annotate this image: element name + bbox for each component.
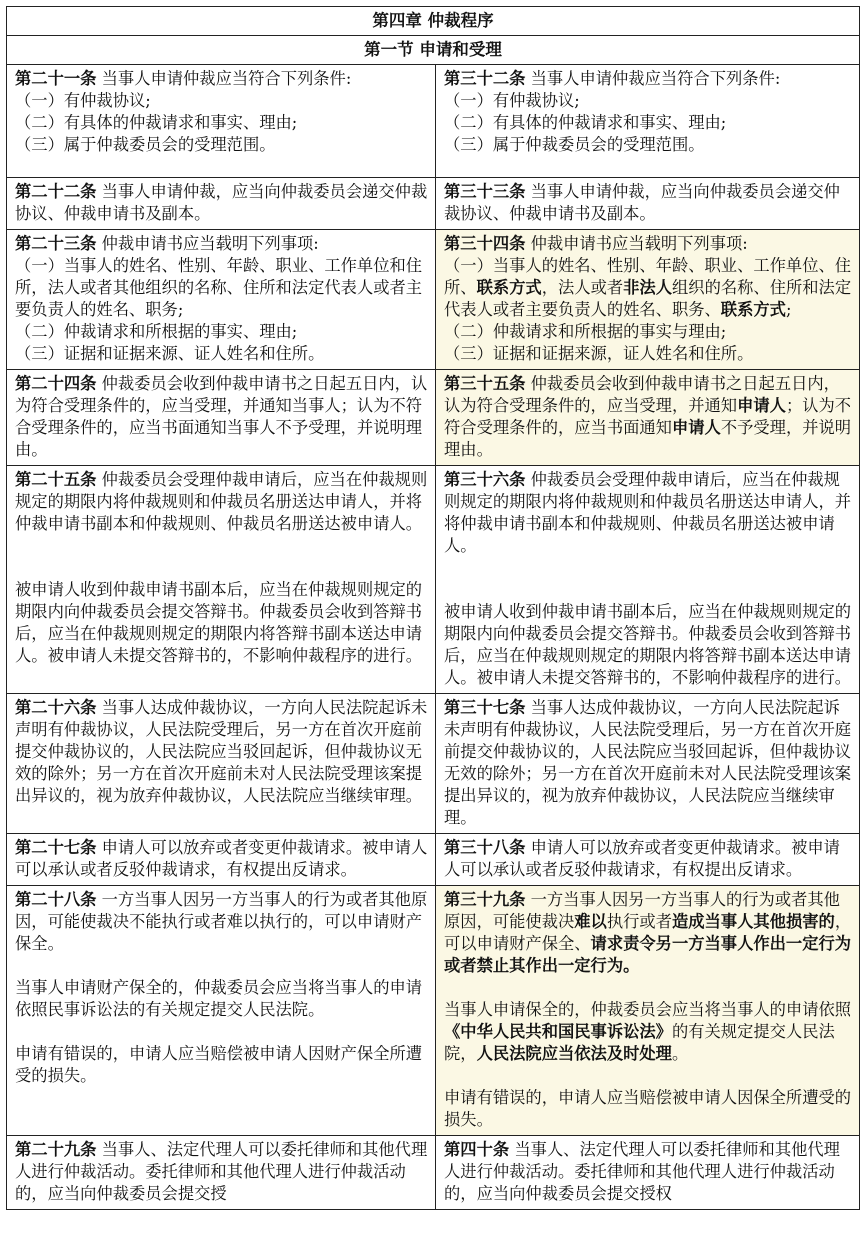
new-article-cell (436, 834, 860, 886)
amended-text: 非法人 (623, 278, 672, 297)
list-item: （二）有具体的仲裁请求和事实、理由; (444, 113, 727, 132)
article-number: 第二十九条 (15, 1140, 97, 1159)
article-text: 仲裁委员会收到仲裁申请书之日起五日内，认为符合受理条件的，应当受理，并通知当事人；认为不符合受理条件的，应当书面通知当事人不予受理，并说明理由。 (15, 374, 428, 459)
list-item: （一）当事人的姓名、性别、年龄、职业、工作单位和住所，法人或者其他组织的名称、住所和法定代表人或者主要负责人的姓名、职务; (15, 256, 423, 319)
article-text: 一方当事人因另一方当事人的行为或者其他原因，可能使裁决不能执行或者难以执行的，可以申请财产保全。 (15, 890, 428, 953)
list-item: （二）仲裁请求和所根据的事实与理由; (444, 322, 727, 341)
article-text: 仲裁申请书应当载明下列事项: (525, 234, 748, 253)
article-number: 第三十五条 (444, 374, 526, 393)
new-article-cell (436, 65, 860, 178)
article-text: 当事人申请仲裁，应当向仲裁委员会递交仲裁协议、仲裁申请书及副本。 (444, 182, 840, 223)
amended-text: 造成当事人其他损害的 (671, 912, 835, 931)
table-row (7, 886, 860, 1136)
article-paragraph: 被申请人收到仲裁申请书副本后，应当在仲裁规则规定的期限内向仲裁委员会提交答辩书。仲裁委员会收到答辩书后，应当在仲裁规则规定的期限内将答辩书副本送达申请人。被申请人未提交答辩书的，不影响仲裁程序的进行。 (444, 602, 852, 687)
article-text: 当事人申请仲裁应当符合下列条件: (525, 69, 781, 88)
article-paragraph: 申请有错误的，申请人应当赔偿被申请人因保全所遭受的损失。 (444, 1088, 852, 1129)
article-text: 当事人、法定代理人可以委托律师和其他代理人进行仲裁活动。委托律师和其他代理人进行仲裁活动的，应当向仲裁委员会提交授 (15, 1140, 428, 1203)
list-item: （二）有具体的仲裁请求和事实、理由; (15, 113, 298, 132)
table-row (7, 466, 860, 694)
article-number: 第三十四条 (444, 234, 526, 253)
new-article-cell: 第三十五条 仲裁委员会收到仲裁申请书之日起五日内，认为符合受理条件的，应当受理，并通知申请人；认为不符合受理条件的，应当书面通知申请人不予受理，并说明理由。 (436, 370, 860, 466)
article-paragraph: 被申请人收到仲裁申请书副本后，应当在仲裁规则规定的期限内向仲裁委员会提交答辩书。仲裁委员会收到答辩书后，应当在仲裁规则规定的期限内将答辩书副本送达申请人。被申请人未提交答辩书的，不影响仲裁程序的进行。 (15, 580, 423, 665)
table-row (7, 370, 860, 466)
article-text: 仲裁委员会受理仲裁申请后，应当在仲裁规则规定的期限内将仲裁规则和仲裁员名册送达申请人，并将仲裁申请书副本和仲裁规则、仲裁员名册送达被申请人。 (444, 470, 852, 555)
chapter-row (7, 7, 860, 36)
article-number: 第二十一条 (15, 69, 97, 88)
old-article-cell (7, 694, 436, 834)
chapter-title: 第四章 仲裁程序 (7, 7, 860, 36)
old-article-cell (7, 886, 436, 1136)
list-item: （三）证据和证据来源、证人姓名和住所。 (15, 344, 325, 363)
new-article-cell (436, 230, 860, 370)
article-number: 第三十六条 (444, 470, 526, 489)
amended-text: 申请人 (671, 418, 721, 437)
article-number: 第二十六条 (15, 698, 97, 717)
new-article-cell (436, 178, 860, 230)
amended-text: 联系方式 (476, 278, 542, 297)
article-text: 当事人达成仲裁协议，一方向人民法院起诉未声明有仲裁协议，人民法院受理后，另一方在首次开庭前提交仲裁协议的，人民法院应当驳回起诉，但仲裁协议无效的除外；另一方在首次开庭前未对人民法院受理该案提出异议的，视为放弃仲裁协议，人民法院应当继续审理。 (444, 698, 852, 827)
article-number: 第三十二条 (444, 69, 526, 88)
table-row (7, 694, 860, 834)
amended-text: 人民法院应当依法及时处理 (476, 1044, 672, 1063)
article-text: 当事人申请仲裁，应当向仲裁委员会递交仲裁协议、仲裁申请书及副本。 (15, 182, 428, 223)
old-article-cell (7, 65, 436, 178)
article-text: 当事人申请仲裁应当符合下列条件: (96, 69, 352, 88)
section-title: 第一节 申请和受理 (7, 36, 860, 65)
comparison-table (6, 6, 860, 1210)
table-row (7, 1136, 860, 1210)
list-item: （二）仲裁请求和所根据的事实、理由; (15, 322, 298, 341)
article-number: 第四十条 (444, 1140, 510, 1159)
table-row (7, 65, 860, 178)
table-row (7, 178, 860, 230)
amended-text: 联系方式 (720, 300, 786, 319)
amended-text: 请求责令另一方当事人作出一定行为或者禁止其作出一定行为。 (444, 934, 852, 975)
amended-text: 难以 (574, 912, 607, 931)
new-article-cell: 第三十九条 一方当事人因另一方当事人的行为或者其他原因，可能使裁决难以执行或者造成当事人其他损害的，可以申请财产保全、请求责令另一方当事人作出一定行为或者禁止其作出一定行为。 当事人申请保全的，仲裁委员会应当将当事人的申请依照《中华人民共和国民事诉讼法》的有关规定提交人民法院，人民法院应当依法及时处理。 申请有错误的，申请人应当赔偿被申请人因保全所遭受的损失。 (436, 886, 860, 1136)
article-number: 第三十九条 (444, 890, 526, 909)
list-item: （三）证据和证据来源，证人姓名和住所。 (444, 344, 754, 363)
old-article-cell (7, 834, 436, 886)
amended-text: 申请人 (737, 396, 786, 415)
old-article-cell (7, 466, 436, 694)
article-number: 第二十五条 (15, 470, 97, 489)
new-article-cell (436, 694, 860, 834)
article-text: 仲裁委员会受理仲裁申请后，应当在仲裁规则规定的期限内将仲裁规则和仲裁员名册送达申请人，并将仲裁申请书副本和仲裁规则、仲裁员名册送达被申请人。 (15, 470, 428, 533)
list-item: （一）有仲裁协议; (15, 91, 151, 110)
new-article-cell (436, 1136, 860, 1210)
article-paragraph: 当事人申请保全的，仲裁委员会应当将当事人的申请依照《中华人民共和国民事诉讼法》的有关规定提交人民法院，人民法院应当依法及时处理。 (444, 1000, 852, 1063)
list-item: （三）属于仲裁委员会的受理范围。 (15, 135, 276, 154)
article-number: 第二十七条 (15, 838, 97, 857)
article-number: 第二十八条 (15, 890, 97, 909)
table-row (7, 230, 860, 370)
article-text: 当事人、法定代理人可以委托律师和其他代理人进行仲裁活动。委托律师和其他代理人进行仲裁活动的，应当向仲裁委员会提交授权 (444, 1140, 840, 1203)
new-article-cell (436, 466, 860, 694)
old-article-cell (7, 1136, 436, 1210)
article-number: 第二十二条 (15, 182, 97, 201)
article-text: 申请人可以放弃或者变更仲裁请求。被申请人可以承认或者反驳仲裁请求，有权提出反请求。 (444, 838, 840, 879)
article-number: 第三十三条 (444, 182, 526, 201)
old-article-cell (7, 230, 436, 370)
list-item: （三）属于仲裁委员会的受理范围。 (444, 135, 705, 154)
article-number: 第三十七条 (444, 698, 526, 717)
article-paragraph: 申请有错误的，申请人应当赔偿被申请人因财产保全所遭受的损失。 (15, 1044, 423, 1085)
section-row (7, 36, 860, 65)
article-paragraph: 当事人申请财产保全的，仲裁委员会应当将当事人的申请依照民事诉讼法的有关规定提交人民法院。 (15, 978, 423, 1019)
article-text: 申请人可以放弃或者变更仲裁请求。被申请人可以承认或者反驳仲裁请求，有权提出反请求。 (15, 838, 428, 879)
old-article-cell (7, 178, 436, 230)
article-number: 第二十三条 (15, 234, 97, 253)
article-text: 当事人达成仲裁协议，一方向人民法院起诉未声明有仲裁协议，人民法院受理后，另一方在首次开庭前提交仲裁协议的，人民法院应当驳回起诉，但仲裁协议无效的除外；另一方在首次开庭前未对人民法院受理该案提出异议的，视为放弃仲裁协议，人民法院应当继续审理。 (15, 698, 428, 805)
article-number: 第三十八条 (444, 838, 526, 857)
old-article-cell (7, 370, 436, 466)
article-text: 仲裁申请书应当载明下列事项: (96, 234, 319, 253)
list-item: （一）当事人的姓名、性别、年龄、职业、工作单位、住所、联系方式，法人或者非法人组织的名称、住所和法定代表人或者主要负责人的姓名、职务、联系方式; (444, 256, 852, 319)
list-item: （一）有仲裁协议; (444, 91, 580, 110)
table-row (7, 834, 860, 886)
amended-text: 《中华人民共和国民事诉讼法》 (444, 1022, 672, 1041)
article-number: 第二十四条 (15, 374, 97, 393)
